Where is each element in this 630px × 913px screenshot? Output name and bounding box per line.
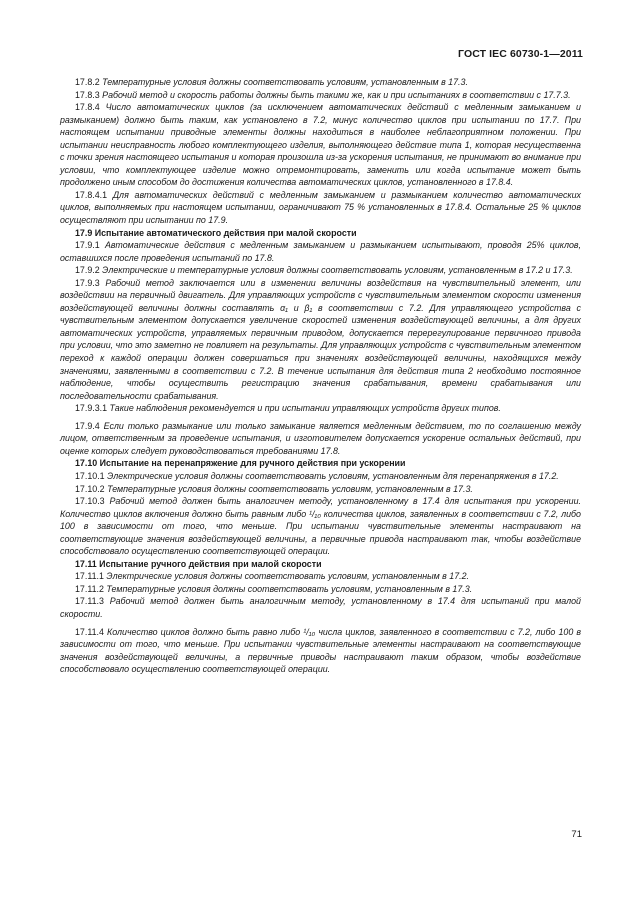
clause-number: 17.8.4 [75, 102, 100, 113]
clause-paragraph [60, 239, 581, 264]
clause-paragraph [60, 495, 581, 558]
clause-text: Электрические условия должны соответствовать условиям, установленным в 17.2. [106, 571, 469, 582]
section-heading: 17.10 Испытание на перенапряжение для ручного действия при ускорении [75, 458, 406, 469]
clause-text: Если только размыкание или только замыкание является медленным действием, то по соглашению между лицом, ответственным за проведение испытания, и изготовителем допускается ускорение остальных действий, при оценке которых следует руководствоваться требованиями 17.8. [60, 420, 581, 456]
clause-paragraph [60, 583, 581, 596]
clause-paragraph [60, 420, 581, 458]
document-body [60, 76, 581, 676]
clause-number: 17.9.3 [75, 277, 100, 288]
clause-text: Количество циклов должно быть равно либо ¹/₁₀ числа циклов, заявленного в соответствии с 7.2, либо 100 в зависимости от того, что меньше. При испытании чувствительные элементы настраивают на соответствующие значения воздействующей величины, а первичные приводы настраивают таким образом, чтобы воздействие способствовало осуществлению соответствующей операции. [60, 626, 581, 675]
clause-text: Рабочий метод и скорость работы должны быть такими же, как и при испытаниях в соответствии с 17.7.3. [102, 89, 571, 100]
clause-number: 17.9.1 [75, 240, 100, 251]
clause-paragraph [60, 76, 581, 89]
clause-text: Число автоматических циклов (за исключением автоматических действий с медленным замыканием и размыканием) должно быть таким, как установлено в 7.2, минус количество циклов при испытании по 17.7. При настоящем испытании приводные элементы должны находиться в наиболее неблагоприятном положении. При испытании неисправность любого комплектующего изделия, выполняющего действие типа 1, которая несущественна с точки зрения настоящего испытания и которая произошла из-за ускорения испытания, не принимают во внимание при условии, что комплектующее изделие можно отремонтировать, заменить или когда испытание может быть продолжено иным способом до достижения количества автоматических циклов, установленного в 17.8.4. [60, 102, 581, 188]
clause-text: Температурные условия должны соответствовать условиям, установленным в 17.3. [107, 483, 473, 494]
clause-number: 17.10.1 [75, 470, 105, 481]
clause-number: 17.11.4 [75, 626, 104, 637]
clause-number: 17.10.3 [75, 496, 105, 507]
clause-paragraph [60, 277, 581, 402]
clause-paragraph [60, 264, 581, 277]
clause-number: 17.11.3 [75, 596, 104, 607]
clause-paragraph [60, 570, 581, 583]
clause-number: 17.11.1 [75, 571, 104, 582]
clause-number: 17.11.2 [75, 583, 104, 594]
clause-number: 17.9.2 [75, 265, 100, 276]
clause-paragraph [60, 470, 581, 483]
section-heading: 17.11 Испытание ручного действия при малой скорости [75, 558, 322, 569]
clause-number: 17.10.2 [75, 483, 105, 494]
clause-text: Температурные условия должны соответствовать условиям, установленным в 17.3. [106, 583, 473, 594]
clause-paragraph [60, 402, 581, 415]
standard-header: ГОСТ IEC 60730-1—2011 [458, 48, 583, 60]
clause-number: 17.8.4.1 [75, 189, 108, 200]
clause-paragraph [60, 595, 581, 620]
clause-text: Рабочий метод должен быть аналогичен методу, установленному в 17.4 для испытания при ускорении. Количество циклов включения должно быть равным либо ¹/₁₀ количества циклов, заявленных в соответствии с 7.2, либо 100 в зависимости от того, что меньше. При испытании чувствительные элементы настраивают на соответствующие значения воздействующей величины, а первичные привода настраивают так, чтобы воздействие способствовало осуществлению соответствующей операции. [60, 496, 581, 557]
clause-paragraph [60, 483, 581, 496]
clause-number: 17.9.3.1 [75, 403, 108, 414]
clause-text: Автоматические действия с медленным замыканием и размыканием испытывают, проводя 25% циклов, оставшихся после проведения испытаний по 17.8. [60, 240, 581, 263]
clause-paragraph [60, 101, 581, 189]
clause-paragraph [60, 189, 581, 227]
section-heading: 17.9 Испытание автоматического действия при малой скорости [75, 227, 357, 238]
clause-text: Рабочий метод заключается или в изменении величины воздействия на чувствительный элемент, или воздействии на первичный двигатель. Для управляющих устройств с чувствительным элементом скорости изменения воздействующей величины должны составлять α₁ и β₁ в соответствии с 7.2. Для управляющего устройства с чувствительным элементом допускается увеличение скоростей изменения воздействующей величины, а для других автоматических устройств, управляемых первичным приводом, допускается перерегулирование первичного привода при условии, что это заметно не повлияет на результаты. Для управляющих устройств с чувствительным элементом переход к каждой операции должен совершаться при значениях воздействующей величины, находящихся между значениями, заявленными в соответствии с 7.2. В течение испытания для действия типа 2 необходимо постоянное наблюдение, чтобы осуществить регистрацию значения срабатывания, времени срабатывания или последовательности срабатывания. [60, 277, 581, 401]
clause-paragraph [60, 89, 581, 102]
clause-text: Такие наблюдения рекомендуется и при испытании управляющих устройств других типов. [109, 403, 501, 414]
clause-number: 17.8.3 [75, 89, 100, 100]
clause-text: Электрические условия должны соответствовать условиям, установленным для перенапряжения в 17.2. [107, 470, 559, 481]
clause-text: Для автоматических действий с медленным замыканием и размыканием количество автоматических циклов, выполняемых при настоящем испытании, ограничивают 75 % установленных в 17.8.4. Остальные 25 % циклов осуществляют при испытании по 17.9. [60, 189, 581, 226]
clause-text: Температурные условия должны соответствовать условиям, установленным в 17.3. [102, 77, 468, 87]
clause-number: 17.8.2 [75, 77, 100, 87]
clause-paragraph [60, 626, 581, 676]
clause-text: Электрические и температурные условия должны соответствовать условиям, установленным в 17.2 и 17.3. [102, 265, 573, 276]
clause-text: Рабочий метод должен быть аналогичным методу, установленному в 17.4 для испытаний при малой скорости. [60, 596, 581, 619]
page-number: 71 [571, 829, 582, 840]
clause-number: 17.9.4 [75, 420, 100, 431]
